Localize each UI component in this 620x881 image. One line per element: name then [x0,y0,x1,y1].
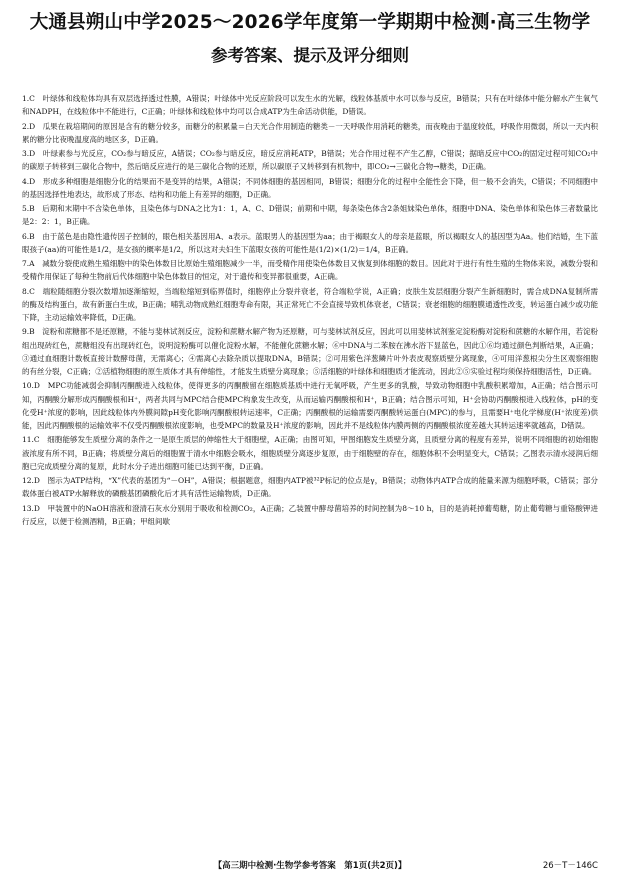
answer-item-9: 9.B 淀粉和蔗糖都不是还原糖，不能与斐林试剂反应，淀粉和蔗糖水解产物为还原糖，可与斐林试剂反应，因此可以用斐林试剂鉴定淀粉酶对淀粉和蔗糖的水解作用，若淀粉组出现砖红色，蔗糖组没有出现砖红色，说明淀粉酶可以催化淀粉水解，不能催化蔗糖水解；⑥中DNA与二苯胺在沸水浴下显蓝色，因此①⑥均通过颜色判断结果，A正确；③通过血细胞计数板直接计数酵母菌，无需离心；④需离心去除杂质以提取DNA，B错误；②可用紫色洋葱鳞片叶外表皮观察质壁分离现象，④可用洋葱根尖分生区观察细胞的有丝分裂，C正确；②活植物细胞的原生质体才具有伸缩性，才能发生质壁分离现象；⑤活细胞的叶绿体和细胞质才能流动，因此②⑤实验过程均须保持细胞活性，D正确。 [22,327,598,376]
answer-item-2: 2.D 瓜果在栽培期间的原因是含有的糖分较多，而糖分的积累量＝白天光合作用制造的糖类－一天呼吸作用消耗的糖类，而夜晚由于温度较低，呼吸作用微弱，所以一天内积累的糖分比夜晚温度高的地区多，D正确。 [22,121,598,144]
page-footer [22,859,598,873]
answer-item-10: 10.D MPC功能减弱会抑制丙酮酸进入线粒体，使得更多的丙酮酸留在细胞质基质中进行无氧呼吸，产生更多的乳酸，导致动物细胞中乳酸积累增加，A正确；结合图示可知，丙酮酸分解形成丙酮酸根和H⁺，两者共同与MPC结合使MPC构象发生改变，从而运输丙酮酸根和H⁺，B正确；结合图示可知，H⁺会协助丙酮酸根进入线粒体，pH的变化受H⁺浓度的影响，因此线粒体内外膜间隙pH变化影响丙酮酸根转运速率，C正确；丙酮酸根的运输需要丙酮酸转运蛋白(MPC)的参与，且需要H⁺电化学梯度(H⁺浓度差)供能，因此丙酮酸根的运输效率不仅受丙酮酸根浓度影响，也受MPC的数量及H⁺浓度的影响，因此并不是线粒体内膜两侧的丙酮酸根浓度差越大其转运速率就越高，D错误。 [22,381,598,430]
footer-page-label: 【高三期中检测·生物学参考答案 第1页(共2页)】 [213,861,407,871]
answer-item-8: 8.C 端粒随细胞分裂次数增加逐渐缩短，当端粒缩短到临界值时，细胞停止分裂并衰老，符合端粒学说，A正确；皮肤生发层细胞分裂产生新细胞时，需合成DNA复制所需的酶及结构蛋白，故有新蛋白生成，B正确；哺乳动物成熟红细胞寿命有限，其正常死亡不会直接导致机体衰老，C错误；衰老细胞的细胞膜通透性改变，转运蛋白减少或功能下降，主动运输效率降低，D正确。 [22,286,598,322]
answer-item-7: 7.A 减数分裂使成熟生殖细胞中的染色体数目比原始生殖细胞减少一半，而受精作用使染色体数目又恢复到体细胞的数目。因此对于进行有性生殖的生物体来说，减数分裂和受精作用保证了每种生物前后代体细胞中染色体数目的恒定，对于遗传和变异都很重要，A正确。 [22,259,598,282]
answer-item-3: 3.D 叶绿素参与光反应，CO₂参与暗反应，A错误；CO₂参与暗反应，暗反应消耗ATP，B错误；光合作用过程不产生乙醇，C错误；据暗反应中CO₂的固定过程可知CO₂中的碳原子转移到三碳化合物中，然后暗反应进行的是三碳化合物的还原，所以碳原子又转移到有机物中，即CO₂→三碳化合物→糖类，D正确。 [22,149,598,172]
answer-item-13: 13.D 甲装置中的NaOH溶液和澄清石灰水分别用于吸收和检测CO₂，A正确；乙装置中酵母菌培养的时间控制为8～10 h，目的是消耗掉葡萄糖，防止葡萄糖与重铬酸钾进行反应，以便于检测酒精，B正确；甲组间歇 [22,503,598,526]
answer-list [22,92,598,528]
page-subtitle: 参考答案、提示及评分细则 [211,46,409,65]
answer-item-4: 4.D 形成多种细胞是细胞分化的结果而不是变异的结果，A错误；不同体细胞的基因相同，B错误；细胞分化的过程中全能性会下降，但一般不会消失，C错误；不同细胞中的基因选择性地表达，故形成了形态、结构和功能上有差异的细胞，D正确。 [22,176,598,199]
answer-item-11: 11.C 细胞能够发生质壁分离的条件之一是原生质层的伸缩性大于细胞壁，A正确；由图可知，甲图细胞发生质壁分离，且质壁分离的程度有差异，说明不同细胞的初始细胞液浓度有所不同，B正确；将质壁分离后的细胞置于清水中细胞会吸水，细胞质壁分离逐步复原，由于细胞壁的存在，细胞体积不会明显变大，C错误；乙图表示清水浸润后细胞已完成质壁分离的复原，此时水分子进出细胞可能已达到平衡，D正确。 [22,435,598,471]
answer-item-12: 12.D 图示为ATP结构，“X”代表的基团为“－OH”，A错误；根据题意，细胞内ATP被³²P标记的位点是γ，B错误；动物体内ATP合成的能量来源为细胞呼吸，C错误；部分载体蛋白被ATP水解释放的磷酸基团磷酸化后才具有活性运输物质，D正确。 [22,476,598,499]
page-title: 大通县朔山中学2025～2026学年度第一学期期中检测·高三生物学 [29,12,591,33]
answer-item-5: 5.B 后期和末期中不含染色单体，且染色体与DNA之比为1：1，A、C、D错误；前期和中期，每条染色体含2条姐妹染色单体，细胞中DNA、染色单体和染色体三者数量比是2：2：1，B正确。 [22,204,598,227]
answer-item-6: 6.B 由于蓝色是由隐性遗传因子控制的，眼色相关基因用A、a表示。蓝眼男人的基因型为aa；由于褐眼女人的母亲是蓝眼，所以褐眼女人的基因型为Aa。他们结婚，生下蓝眼孩子(aa)的可能性是1/2，是女孩的概率是1/2，所以这对夫妇生下蓝眼女孩的可能性是(1/2)×(1/2)＝1/4，B正确。 [22,231,598,254]
footer-paper-code: 26－T－146C [542,861,598,871]
answer-item-1: 1.C 叶绿体和线粒体均具有双层选择透过性膜，A错误；叶绿体中光反应阶段可以发生水的光解，线粒体基质中水可以参与反应，B错误；只有在叶绿体中能分解水产生氧气和NADPH，在线粒体中不能进行，C正确；叶绿体和线粒体中均可以合成ATP为生命活动供能，D错误。 [22,94,598,117]
